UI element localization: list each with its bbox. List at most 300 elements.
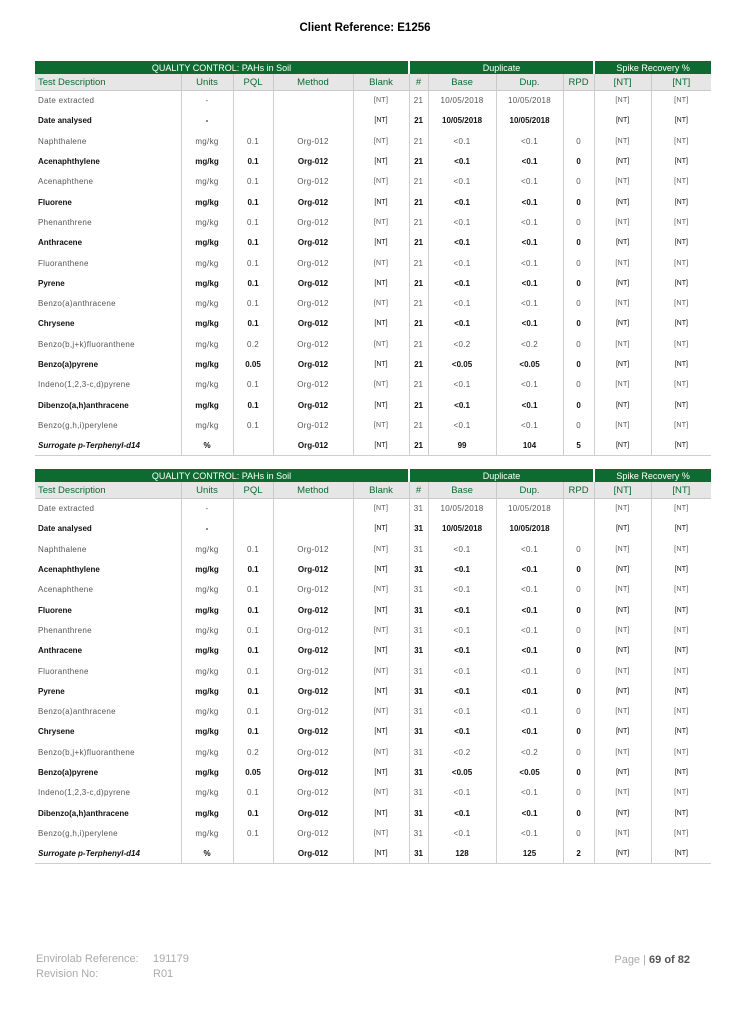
cell-sample-number: 21 xyxy=(409,172,428,192)
cell-method xyxy=(273,91,353,111)
spike-recovery-banner: Spike Recovery % xyxy=(594,61,711,74)
cell-spike-nt-2: [NT] xyxy=(674,789,689,797)
cell-spike-nt-1: [NT] xyxy=(594,519,651,539)
cell-sample-number: 21 xyxy=(409,334,428,354)
surrogate-name-part: -Terphenyl-d14 xyxy=(82,440,140,450)
cell-pql: 0.1 xyxy=(233,131,273,151)
cell-sample-number: 31 xyxy=(409,620,428,640)
cell-blank: [NT] xyxy=(353,742,409,762)
cell-description: Benzo(b,j+k)fluoranthene xyxy=(35,742,181,762)
cell-spike-nt-2: [NT] xyxy=(674,361,688,368)
cell-units: mg/kg xyxy=(181,273,233,293)
cell-base: <0.1 xyxy=(428,701,496,721)
column-header-spike-nt-2: [NT] xyxy=(651,74,711,91)
cell-dup: <0.1 xyxy=(496,192,563,212)
cell-spike-nt-2: [NT] xyxy=(674,829,689,837)
cell-description: Pyrene xyxy=(35,273,181,293)
column-header-rpd: RPD xyxy=(563,74,594,91)
cell-description: Indeno(1,2,3-c,d)pyrene xyxy=(35,375,181,395)
cell-dup: 10/05/2018 xyxy=(496,111,563,131)
cell-rpd: 0 xyxy=(563,620,594,640)
cell-description xyxy=(35,844,181,864)
cell-base: 99 xyxy=(428,436,496,456)
revision-label: Revision No: xyxy=(36,968,99,980)
cell-units: mg/kg xyxy=(181,783,233,803)
table-row xyxy=(35,762,711,782)
cell-description: Date extracted xyxy=(35,499,181,519)
cell-pql xyxy=(233,519,273,539)
cell-rpd: 0 xyxy=(563,314,594,334)
cell-blank: [NT] xyxy=(353,701,409,721)
cell-dup: <0.1 xyxy=(496,701,563,721)
cell-dup: 10/05/2018 xyxy=(496,519,563,539)
cell-pql: 0.1 xyxy=(233,293,273,313)
cell-blank: [NT] xyxy=(353,273,409,293)
cell-base: <0.1 xyxy=(428,172,496,192)
column-header-dup: Dup. xyxy=(496,482,563,499)
cell-spike-nt-1: [NT] xyxy=(594,375,651,395)
cell-spike-nt-2: [NT] xyxy=(674,626,689,634)
cell-method: Org-012 xyxy=(273,559,353,579)
cell-dup: <0.1 xyxy=(496,620,563,640)
cell-rpd: 0 xyxy=(563,539,594,559)
cell-spike-nt-1: [NT] xyxy=(594,803,651,823)
cell-spike-nt-1: [NT] xyxy=(594,293,651,313)
cell-pql: 0.1 xyxy=(233,375,273,395)
cell-dup: <0.1 xyxy=(496,722,563,742)
cell-method: Org-012 xyxy=(273,354,353,374)
cell-sample-number: 21 xyxy=(409,131,428,151)
cell-spike-nt-2: [NT] xyxy=(674,198,688,206)
cell-rpd: 0 xyxy=(563,803,594,823)
footer-references xyxy=(36,953,236,983)
table-row xyxy=(35,253,711,273)
cell-blank: [NT] xyxy=(353,803,409,823)
cell-rpd: 0 xyxy=(563,395,594,415)
column-header-description: Test Description xyxy=(35,482,181,499)
cell-units: - xyxy=(181,91,233,111)
cell-rpd: 0 xyxy=(563,762,594,782)
cell-pql: 0.1 xyxy=(233,415,273,435)
cell-dup: <0.1 xyxy=(496,172,563,192)
cell-spike-nt-2: [NT] xyxy=(674,809,688,817)
cell-sample-number: 31 xyxy=(409,783,428,803)
cell-pql: 0.1 xyxy=(233,722,273,742)
cell-spike-nt-2: [NT] xyxy=(674,279,688,287)
cell-dup: <0.1 xyxy=(496,783,563,803)
cell-spike-nt-1: [NT] xyxy=(594,233,651,253)
duplicate-banner: Duplicate xyxy=(409,469,594,482)
cell-description: Acenaphthene xyxy=(35,172,181,192)
table-row xyxy=(35,580,711,600)
cell-blank: [NT] xyxy=(353,395,409,415)
cell-spike-nt-1: [NT] xyxy=(594,131,651,151)
cell-blank: [NT] xyxy=(353,762,409,782)
cell-blank: [NT] xyxy=(353,580,409,600)
cell-sample-number: 31 xyxy=(409,661,428,681)
cell-description: Phenanthrene xyxy=(35,620,181,640)
cell-sample-number: 21 xyxy=(409,151,428,171)
cell-dup: 104 xyxy=(496,436,563,456)
table-row xyxy=(35,803,711,823)
table-row xyxy=(35,293,711,313)
column-header-method: Method xyxy=(273,482,353,499)
cell-units: mg/kg xyxy=(181,354,233,374)
table-row xyxy=(35,559,711,579)
cell-method: Org-012 xyxy=(273,661,353,681)
cell-rpd: 0 xyxy=(563,559,594,579)
cell-units: mg/kg xyxy=(181,131,233,151)
cell-spike-nt-2: [NT] xyxy=(674,505,689,513)
cell-dup: <0.1 xyxy=(496,600,563,620)
cell-spike-nt-1: [NT] xyxy=(594,91,651,111)
cell-base: <0.1 xyxy=(428,823,496,843)
table-banner xyxy=(35,61,711,74)
cell-description: Date extracted xyxy=(35,91,181,111)
cell-pql xyxy=(233,844,273,864)
cell-spike-nt-2: [NT] xyxy=(674,300,689,308)
cell-pql: 0.1 xyxy=(233,253,273,273)
cell-units: - xyxy=(181,519,233,539)
table-row xyxy=(35,314,711,334)
cell-sample-number: 31 xyxy=(409,722,428,742)
cell-rpd: 2 xyxy=(563,844,594,864)
cell-units: mg/kg xyxy=(181,681,233,701)
cell-rpd: 0 xyxy=(563,151,594,171)
cell-sample-number: 21 xyxy=(409,253,428,273)
table-banner xyxy=(35,469,711,482)
cell-sample-number: 31 xyxy=(409,844,428,864)
cell-description: Fluorene xyxy=(35,600,181,620)
column-header-rpd: RPD xyxy=(563,482,594,499)
cell-spike-nt-2: [NT] xyxy=(674,178,689,186)
cell-blank: [NT] xyxy=(353,151,409,171)
cell-base: <0.1 xyxy=(428,395,496,415)
table-row xyxy=(35,375,711,395)
cell-rpd: 0 xyxy=(563,131,594,151)
cell-spike-nt-1: [NT] xyxy=(594,742,651,762)
cell-pql: 0.1 xyxy=(233,823,273,843)
cell-blank: [NT] xyxy=(353,293,409,313)
cell-dup: <0.2 xyxy=(496,742,563,762)
cell-sample-number: 31 xyxy=(409,499,428,519)
cell-blank: [NT] xyxy=(353,844,409,864)
cell-description: Date analysed xyxy=(35,519,181,539)
cell-method: Org-012 xyxy=(273,681,353,701)
cell-units: mg/kg xyxy=(181,212,233,232)
cell-units: mg/kg xyxy=(181,395,233,415)
cell-base: <0.1 xyxy=(428,600,496,620)
cell-method: Org-012 xyxy=(273,212,353,232)
table-row xyxy=(35,151,711,171)
cell-dup: <0.1 xyxy=(496,823,563,843)
cell-rpd: 0 xyxy=(563,293,594,313)
cell-units: mg/kg xyxy=(181,701,233,721)
cell-sample-number: 21 xyxy=(409,192,428,212)
cell-spike-nt-1: [NT] xyxy=(594,151,651,171)
cell-sample-number: 31 xyxy=(409,580,428,600)
cell-units: - xyxy=(181,499,233,519)
column-header-base: Base xyxy=(428,74,496,91)
cell-method: Org-012 xyxy=(273,783,353,803)
cell-blank: [NT] xyxy=(353,722,409,742)
cell-rpd: 0 xyxy=(563,783,594,803)
cell-description: Chrysene xyxy=(35,314,181,334)
cell-spike-nt-1: [NT] xyxy=(594,415,651,435)
column-header-base: Base xyxy=(428,482,496,499)
cell-description: Benzo(a)anthracene xyxy=(35,293,181,313)
table-row xyxy=(35,499,711,519)
cell-description: Dibenzo(a,h)anthracene xyxy=(35,395,181,415)
cell-method xyxy=(273,111,353,131)
cell-units: mg/kg xyxy=(181,192,233,212)
cell-rpd: 0 xyxy=(563,334,594,354)
cell-units: mg/kg xyxy=(181,415,233,435)
cell-sample-number: 21 xyxy=(409,273,428,293)
cell-base: <0.1 xyxy=(428,192,496,212)
surrogate-name-part: Surrogate xyxy=(38,848,79,858)
cell-blank: [NT] xyxy=(353,641,409,661)
cell-dup: 10/05/2018 xyxy=(496,91,563,111)
table-row xyxy=(35,192,711,212)
cell-dup: <0.05 xyxy=(496,762,563,782)
cell-sample-number: 21 xyxy=(409,233,428,253)
cell-units: mg/kg xyxy=(181,762,233,782)
table-row xyxy=(35,539,711,559)
cell-base: <0.1 xyxy=(428,253,496,273)
page-label: Page | xyxy=(614,954,646,966)
cell-rpd: 0 xyxy=(563,722,594,742)
cell-base: <0.1 xyxy=(428,233,496,253)
column-header-pql: PQL xyxy=(233,74,273,91)
cell-dup: <0.1 xyxy=(496,539,563,559)
table-row xyxy=(35,91,711,111)
cell-base: <0.1 xyxy=(428,273,496,293)
cell-dup: <0.1 xyxy=(496,253,563,273)
cell-dup: <0.1 xyxy=(496,803,563,823)
cell-method: Org-012 xyxy=(273,722,353,742)
cell-spike-nt-2: [NT] xyxy=(674,586,689,594)
cell-rpd: 0 xyxy=(563,415,594,435)
cell-dup: <0.2 xyxy=(496,334,563,354)
table-row xyxy=(35,233,711,253)
surrogate-name-part: p xyxy=(78,440,83,450)
qc-table-2 xyxy=(35,469,711,864)
cell-description: Indeno(1,2,3-c,d)pyrene xyxy=(35,783,181,803)
cell-blank: [NT] xyxy=(353,172,409,192)
cell-spike-nt-1: [NT] xyxy=(594,641,651,661)
cell-pql: 0.1 xyxy=(233,661,273,681)
cell-sample-number: 21 xyxy=(409,436,428,456)
cell-method: Org-012 xyxy=(273,600,353,620)
cell-dup: <0.1 xyxy=(496,273,563,293)
table-row xyxy=(35,742,711,762)
cell-sample-number: 31 xyxy=(409,641,428,661)
cell-base: <0.1 xyxy=(428,803,496,823)
cell-units: mg/kg xyxy=(181,151,233,171)
cell-spike-nt-2: [NT] xyxy=(674,401,688,409)
cell-blank: [NT] xyxy=(353,233,409,253)
cell-dup: <0.1 xyxy=(496,375,563,395)
table-row xyxy=(35,681,711,701)
cell-method: Org-012 xyxy=(273,314,353,334)
cell-base: <0.1 xyxy=(428,559,496,579)
cell-blank: [NT] xyxy=(353,823,409,843)
cell-spike-nt-1: [NT] xyxy=(594,600,651,620)
table-row xyxy=(35,641,711,661)
cell-blank: [NT] xyxy=(353,600,409,620)
cell-base: <0.1 xyxy=(428,722,496,742)
cell-blank: [NT] xyxy=(353,111,409,131)
cell-rpd: 0 xyxy=(563,641,594,661)
cell-base: <0.1 xyxy=(428,580,496,600)
cell-blank: [NT] xyxy=(353,375,409,395)
table-row xyxy=(35,519,711,539)
column-header-pql: PQL xyxy=(233,482,273,499)
cell-spike-nt-2: [NT] xyxy=(674,97,689,105)
cell-spike-nt-2: [NT] xyxy=(674,320,688,328)
cell-spike-nt-1: [NT] xyxy=(594,580,651,600)
column-header-description: Test Description xyxy=(35,74,181,91)
cell-description: Benzo(b,j+k)fluoranthene xyxy=(35,334,181,354)
table-row xyxy=(35,600,711,620)
cell-sample-number: 31 xyxy=(409,681,428,701)
cell-description: Acenaphthene xyxy=(35,580,181,600)
cell-description: Benzo(a)anthracene xyxy=(35,701,181,721)
cell-sample-number: 21 xyxy=(409,354,428,374)
cell-spike-nt-2: [NT] xyxy=(674,687,688,695)
cell-dup: <0.1 xyxy=(496,415,563,435)
cell-blank: [NT] xyxy=(353,91,409,111)
cell-spike-nt-2: [NT] xyxy=(674,525,688,533)
cell-rpd: 0 xyxy=(563,661,594,681)
cell-blank: [NT] xyxy=(353,314,409,334)
table-row xyxy=(35,334,711,354)
cell-units: mg/kg xyxy=(181,641,233,661)
cell-method: Org-012 xyxy=(273,375,353,395)
cell-pql xyxy=(233,499,273,519)
table-row xyxy=(35,783,711,803)
cell-blank: [NT] xyxy=(353,131,409,151)
table-row xyxy=(35,131,711,151)
cell-method: Org-012 xyxy=(273,273,353,293)
cell-description: Fluoranthene xyxy=(35,253,181,273)
cell-rpd: 0 xyxy=(563,354,594,374)
cell-blank: [NT] xyxy=(353,539,409,559)
cell-spike-nt-2: [NT] xyxy=(674,748,689,756)
cell-method: Org-012 xyxy=(273,620,353,640)
cell-pql: 0.1 xyxy=(233,803,273,823)
cell-rpd: 0 xyxy=(563,580,594,600)
cell-description: Pyrene xyxy=(35,681,181,701)
cell-pql xyxy=(233,91,273,111)
cell-units: mg/kg xyxy=(181,661,233,681)
cell-rpd: 0 xyxy=(563,273,594,293)
cell-spike-nt-2: [NT] xyxy=(674,117,688,125)
cell-sample-number: 31 xyxy=(409,539,428,559)
cell-units: mg/kg xyxy=(181,539,233,559)
cell-pql: 0.1 xyxy=(233,172,273,192)
cell-description: Benzo(g,h,i)perylene xyxy=(35,415,181,435)
table-row xyxy=(35,273,711,293)
cell-method: Org-012 xyxy=(273,823,353,843)
cell-rpd xyxy=(563,519,594,539)
cell-method: Org-012 xyxy=(273,803,353,823)
cell-method: Org-012 xyxy=(273,395,353,415)
cell-base: <0.1 xyxy=(428,539,496,559)
cell-dup: <0.1 xyxy=(496,314,563,334)
cell-rpd: 0 xyxy=(563,172,594,192)
cell-spike-nt-1: [NT] xyxy=(594,783,651,803)
cell-description: Fluoranthene xyxy=(35,661,181,681)
cell-base: <0.1 xyxy=(428,293,496,313)
cell-method: Org-012 xyxy=(273,580,353,600)
cell-sample-number: 21 xyxy=(409,91,428,111)
cell-spike-nt-2: [NT] xyxy=(674,606,688,614)
cell-sample-number: 31 xyxy=(409,701,428,721)
cell-blank: [NT] xyxy=(353,192,409,212)
cell-blank: [NT] xyxy=(353,334,409,354)
cell-sample-number: 31 xyxy=(409,803,428,823)
cell-sample-number: 31 xyxy=(409,600,428,620)
cell-method: Org-012 xyxy=(273,253,353,273)
cell-dup: <0.1 xyxy=(496,681,563,701)
spike-recovery-banner: Spike Recovery % xyxy=(594,469,711,482)
cell-description: Naphthalene xyxy=(35,539,181,559)
cell-pql: 0.1 xyxy=(233,233,273,253)
cell-rpd: 0 xyxy=(563,253,594,273)
cell-spike-nt-2: [NT] xyxy=(674,647,688,655)
cell-dup: 125 xyxy=(496,844,563,864)
table-row xyxy=(35,415,711,435)
cell-description: Phenanthrene xyxy=(35,212,181,232)
cell-pql: 0.05 xyxy=(233,762,273,782)
cell-pql: 0.1 xyxy=(233,395,273,415)
cell-spike-nt-2: [NT] xyxy=(674,218,689,226)
cell-pql: 0.1 xyxy=(233,539,273,559)
cell-spike-nt-1: [NT] xyxy=(594,559,651,579)
surrogate-name-part: p xyxy=(78,848,83,858)
cell-pql: 0.1 xyxy=(233,783,273,803)
cell-spike-nt-1: [NT] xyxy=(594,354,651,374)
page-number: 69 of 82 xyxy=(649,954,690,966)
cell-dup: <0.1 xyxy=(496,293,563,313)
surrogate-name-part: -Terphenyl-d14 xyxy=(82,848,140,858)
cell-units: mg/kg xyxy=(181,823,233,843)
cell-method: Org-012 xyxy=(273,742,353,762)
cell-blank: [NT] xyxy=(353,436,409,456)
cell-base: 10/05/2018 xyxy=(428,499,496,519)
table-row xyxy=(35,436,711,456)
surrogate-name-part: Surrogate xyxy=(38,440,79,450)
table-row xyxy=(35,354,711,374)
column-header-blank: Blank xyxy=(353,482,409,499)
cell-rpd: 0 xyxy=(563,742,594,762)
column-header-spike-nt-1: [NT] xyxy=(594,482,651,499)
cell-spike-nt-1: [NT] xyxy=(594,722,651,742)
cell-dup: <0.05 xyxy=(496,354,563,374)
cell-spike-nt-1: [NT] xyxy=(594,192,651,212)
cell-base: <0.2 xyxy=(428,334,496,354)
cell-base: <0.1 xyxy=(428,212,496,232)
cell-units: mg/kg xyxy=(181,620,233,640)
cell-spike-nt-1: [NT] xyxy=(594,661,651,681)
cell-units: % xyxy=(181,844,233,864)
table-row xyxy=(35,722,711,742)
cell-method: Org-012 xyxy=(273,192,353,212)
cell-pql: 0.1 xyxy=(233,641,273,661)
column-header-spike-nt-2: [NT] xyxy=(651,482,711,499)
